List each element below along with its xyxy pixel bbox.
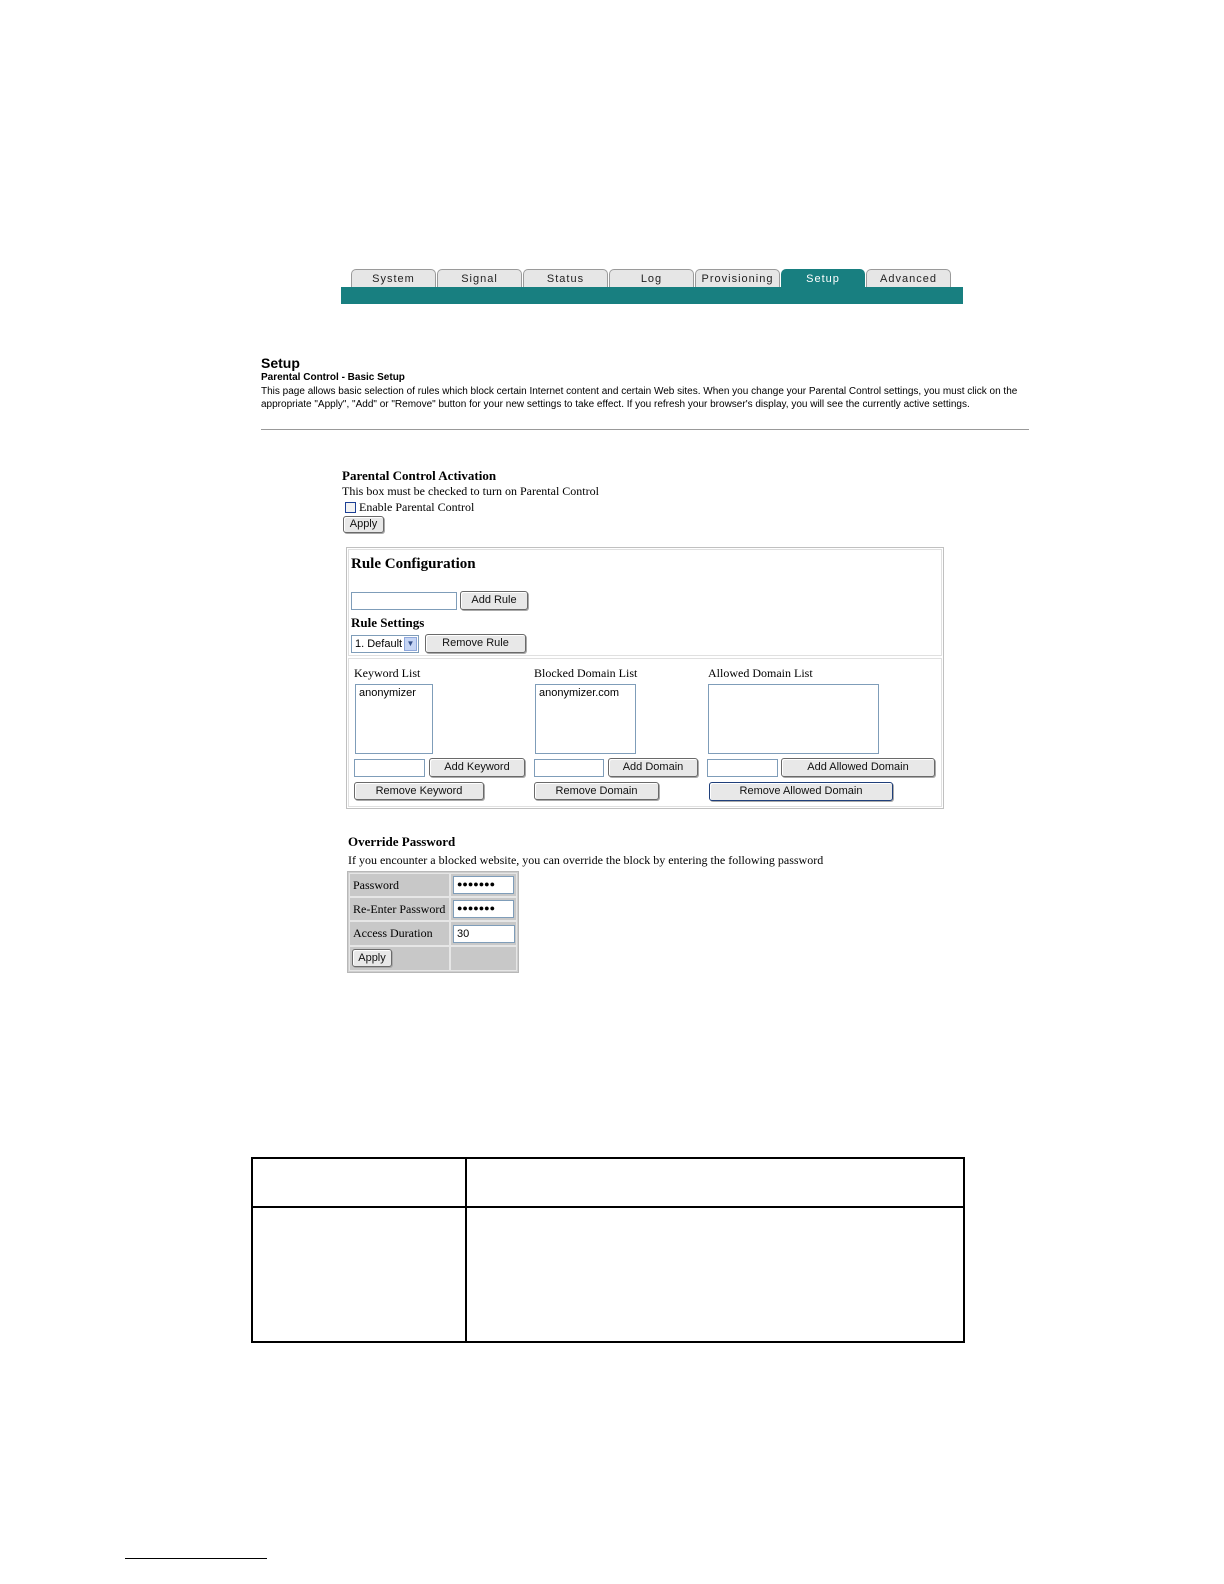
empty-cell: [450, 946, 517, 971]
tab-provisioning[interactable]: Provisioning: [695, 269, 780, 287]
keyword-list-label: Keyword List: [354, 666, 421, 680]
access-duration-label: Access Duration: [349, 921, 450, 946]
page-title: Setup: [261, 355, 300, 371]
add-rule-button[interactable]: Add Rule: [460, 591, 528, 610]
remove-allowed-domain-button[interactable]: Remove Allowed Domain: [709, 782, 893, 801]
tab-advanced[interactable]: Advanced: [866, 269, 951, 287]
list-item[interactable]: anonymizer: [359, 687, 416, 699]
enable-parental-control-label: Enable Parental Control: [359, 500, 475, 514]
reenter-password-label: Re-Enter Password: [349, 897, 450, 921]
tab-bar: [341, 287, 963, 304]
remove-domain-button[interactable]: Remove Domain: [534, 782, 659, 800]
header-divider: [261, 429, 1029, 430]
list-item[interactable]: anonymizer.com: [539, 687, 620, 699]
keyword-input[interactable]: [354, 759, 425, 777]
override-apply-button[interactable]: Apply: [352, 949, 392, 967]
rule-settings-label: Rule Settings: [351, 615, 425, 630]
blocked-domain-input[interactable]: [534, 759, 604, 777]
allowed-domain-input[interactable]: [707, 759, 778, 777]
remove-rule-button[interactable]: Remove Rule: [425, 634, 526, 653]
rule-select-value: 1. Default: [355, 638, 403, 650]
password-label: Password: [349, 873, 450, 897]
tab-log[interactable]: Log: [609, 269, 694, 287]
access-duration-input[interactable]: [453, 925, 515, 943]
add-domain-button[interactable]: Add Domain: [608, 758, 698, 777]
tab-signal[interactable]: Signal: [437, 269, 522, 287]
activation-title: Parental Control Activation: [342, 468, 497, 483]
document-table: [251, 1157, 965, 1343]
activation-apply-button[interactable]: Apply: [343, 516, 384, 533]
add-keyword-button[interactable]: Add Keyword: [429, 758, 525, 777]
rule-configuration-title: Rule Configuration: [351, 556, 476, 572]
page-description: This page allows basic selection of rules which block certain Internet content and certain Web sites. When you change your Parental Control settings, you must click on the appropriate "Apply", "Add" or "Remove" button for your new settings to take effect. If you refresh your browser's display, you will see the currently active settings.: [261, 386, 1018, 410]
override-password-description: If you encounter a blocked website, you can override the block by entering the following password: [348, 853, 824, 867]
blocked-domain-listbox[interactable]: [535, 684, 636, 754]
page-subtitle: Parental Control - Basic Setup: [261, 372, 405, 383]
table-column-divider: [465, 1157, 467, 1343]
password-input[interactable]: ●●●●●●●: [453, 876, 514, 894]
reenter-password-input[interactable]: ●●●●●●●: [453, 900, 514, 918]
tab-system[interactable]: System: [351, 269, 436, 287]
tab-setup[interactable]: Setup: [781, 269, 865, 287]
keyword-listbox[interactable]: [355, 684, 433, 754]
activation-description: This box must be checked to turn on Parental Control: [342, 484, 599, 498]
footnote-divider: [125, 1558, 267, 1559]
allowed-domain-listbox[interactable]: [708, 684, 879, 754]
rule-name-input[interactable]: [351, 592, 457, 610]
chevron-down-icon[interactable]: ▼: [404, 637, 417, 651]
rule-select[interactable]: [351, 635, 419, 653]
enable-parental-control-checkbox[interactable]: [345, 502, 356, 513]
tab-navigation: [341, 269, 963, 305]
blocked-domain-list-label: Blocked Domain List: [534, 666, 638, 680]
override-password-title: Override Password: [348, 834, 456, 849]
table-row-divider: [251, 1206, 965, 1208]
allowed-domain-list-label: Allowed Domain List: [708, 666, 813, 680]
remove-keyword-button[interactable]: Remove Keyword: [354, 782, 484, 800]
tab-status[interactable]: Status: [523, 269, 608, 287]
add-allowed-domain-button[interactable]: Add Allowed Domain: [781, 758, 935, 777]
